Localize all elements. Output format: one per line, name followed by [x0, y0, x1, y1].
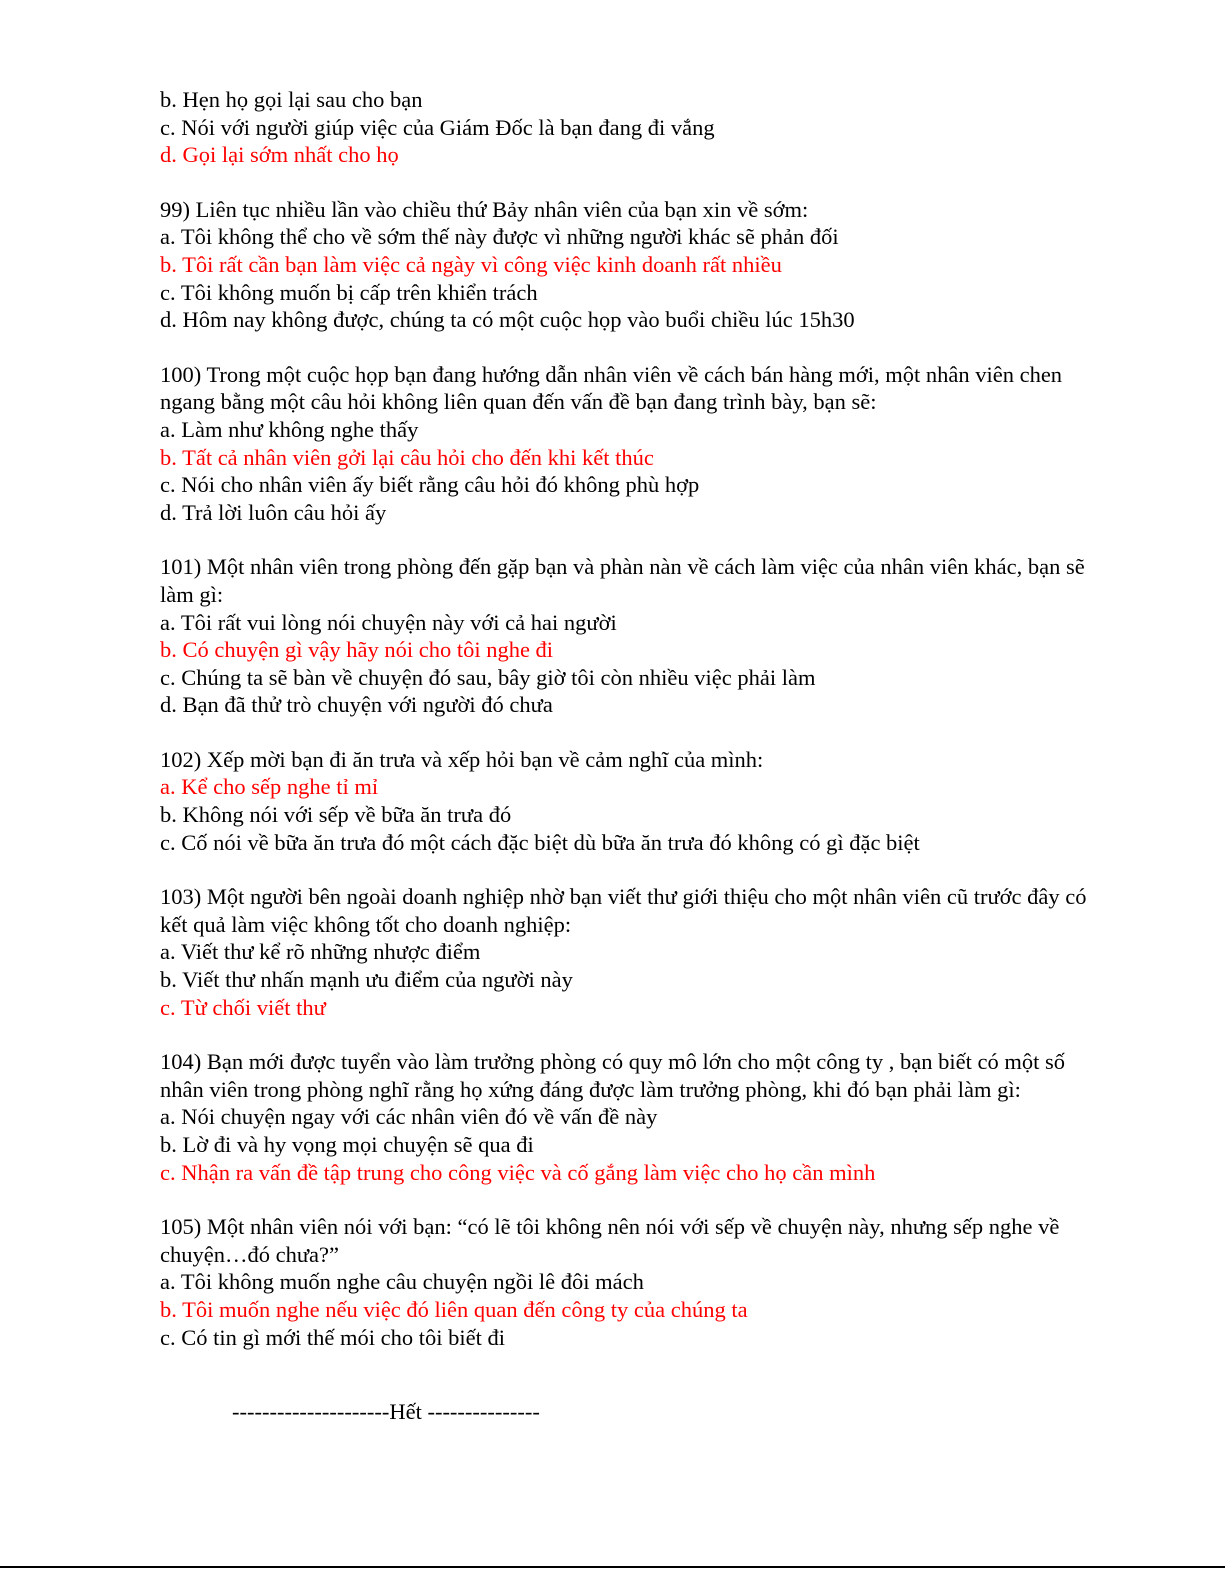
question-text-line-1: 101) Một nhân viên trong phòng đến gặp bạn và phàn nàn về cách làm việc của nhân viên khác, bạn sẽ: [160, 554, 1085, 580]
option-c: c. Có tin gì mới thế mói cho tôi biết đi: [160, 1324, 505, 1350]
bottom-divider: [0, 1566, 1225, 1568]
option-c: c. Nói với người giúp việc của Giám Đốc là bạn đang đi vắng: [160, 114, 715, 140]
question-98-tail: [160, 86, 1150, 169]
question-text-line-1: 105) Một nhân viên nói với bạn: “có lẽ tôi không nên nói với sếp về chuyện này, nhưng sếp nghe về: [160, 1214, 1060, 1240]
option-c-correct: c. Nhận ra vấn đề tập trung cho công việc và cố gắng làm việc cho họ cần mình: [160, 1159, 876, 1185]
question-text: 102) Xếp mời bạn đi ăn trưa và xếp hỏi bạn về cảm nghĩ của mình:: [160, 746, 764, 772]
question-text-line-2: ngang bằng một câu hỏi không liên quan đến vấn đề bạn đang trình bày, bạn sẽ:: [160, 389, 877, 415]
option-c: c. Cố nói về bữa ăn trưa đó một cách đặc biệt dù bữa ăn trưa đó không có gì đặc biệt: [160, 829, 920, 855]
question-103: [160, 883, 1150, 1021]
option-c-correct: c. Từ chối viết thư: [160, 994, 326, 1020]
option-b: b. Viết thư nhấn mạnh ưu điểm của người này: [160, 967, 573, 993]
question-text-line-1: 100) Trong một cuộc họp bạn đang hướng dẫn nhân viên về cách bán hàng mới, một nhân viên chen: [160, 361, 1063, 387]
option-b-correct: b. Tôi muốn nghe nếu việc đó liên quan đến công ty của chúng ta: [160, 1296, 748, 1322]
option-d-correct: d. Gọi lại sớm nhất cho họ: [160, 142, 399, 168]
question-99: [160, 196, 1150, 334]
option-a: a. Tôi không thể cho về sớm thế này được vì những người khác sẽ phản đối: [160, 224, 839, 250]
option-c: c. Nói cho nhân viên ấy biết rằng câu hỏi đó không phù hợp: [160, 472, 700, 498]
option-d: d. Trả lời luôn câu hỏi ấy: [160, 499, 387, 525]
question-text-line-2: chuyện…đó chưa?”: [160, 1241, 339, 1267]
option-b-correct: b. Tôi rất cần bạn làm việc cả ngày vì công việc kinh doanh rất nhiều: [160, 251, 782, 277]
option-a: a. Tôi rất vui lòng nói chuyện này với cả hai người: [160, 609, 617, 635]
question-102: [160, 746, 1150, 856]
question-text-line-2: kết quả làm việc không tốt cho doanh nghiệp:: [160, 911, 572, 937]
question-text-line-1: 103) Một người bên ngoài doanh nghiệp nhờ bạn viết thư giới thiệu cho một nhân viên cũ trước đây có: [160, 884, 1087, 910]
option-a-correct: a. Kể cho sếp nghe tỉ mỉ: [160, 774, 379, 800]
question-text-line-1: 104) Bạn mới được tuyển vào làm trưởng phòng có quy mô lớn cho một công ty , bạn biết có một số: [160, 1049, 1065, 1075]
question-105: [160, 1213, 1150, 1351]
option-a: a. Tôi không muốn nghe câu chuyện ngồi lê đôi mách: [160, 1269, 644, 1295]
question-104: [160, 1048, 1150, 1186]
option-d: d. Hôm nay không được, chúng ta có một cuộc họp vào buổi chiều lúc 15h30: [160, 307, 855, 333]
question-100: [160, 361, 1150, 527]
option-c: c. Chúng ta sẽ bàn về chuyện đó sau, bây giờ tôi còn nhiều việc phải làm: [160, 664, 816, 690]
question-text: 99) Liên tục nhiều lần vào chiều thứ Bảy nhân viên của bạn xin về sớm:: [160, 196, 809, 222]
question-101: [160, 553, 1150, 719]
option-b: b. Hẹn họ gọi lại sau cho bạn: [160, 87, 423, 112]
option-b: b. Không nói với sếp về bữa ăn trưa đó: [160, 802, 512, 828]
option-c: c. Tôi không muốn bị cấp trên khiển trách: [160, 279, 538, 305]
option-b-correct: b. Tất cả nhân viên gởi lại câu hỏi cho đến khi kết thúc: [160, 444, 654, 470]
question-text-line-2: làm gì:: [160, 581, 224, 607]
option-b-correct: b. Có chuyện gì vậy hãy nói cho tôi nghe đi: [160, 637, 554, 663]
option-d: d. Bạn đã thử trò chuyện với người đó chưa: [160, 692, 553, 718]
option-a: a. Viết thư kể rõ những nhược điểm: [160, 939, 481, 965]
question-text-line-2: nhân viên trong phòng nghĩ rằng họ xứng đáng được làm trưởng phòng, khi đó bạn phải làm gì:: [160, 1076, 1021, 1102]
option-a: a. Nói chuyện ngay với các nhân viên đó về vấn đề này: [160, 1104, 658, 1130]
document-page: [160, 86, 1150, 1378]
option-b: b. Lờ đi và hy vọng mọi chuyện sẽ qua đi: [160, 1132, 534, 1157]
end-marker: ---------------------Hết ---------------: [232, 1399, 540, 1424]
option-a: a. Làm như không nghe thấy: [160, 416, 419, 442]
